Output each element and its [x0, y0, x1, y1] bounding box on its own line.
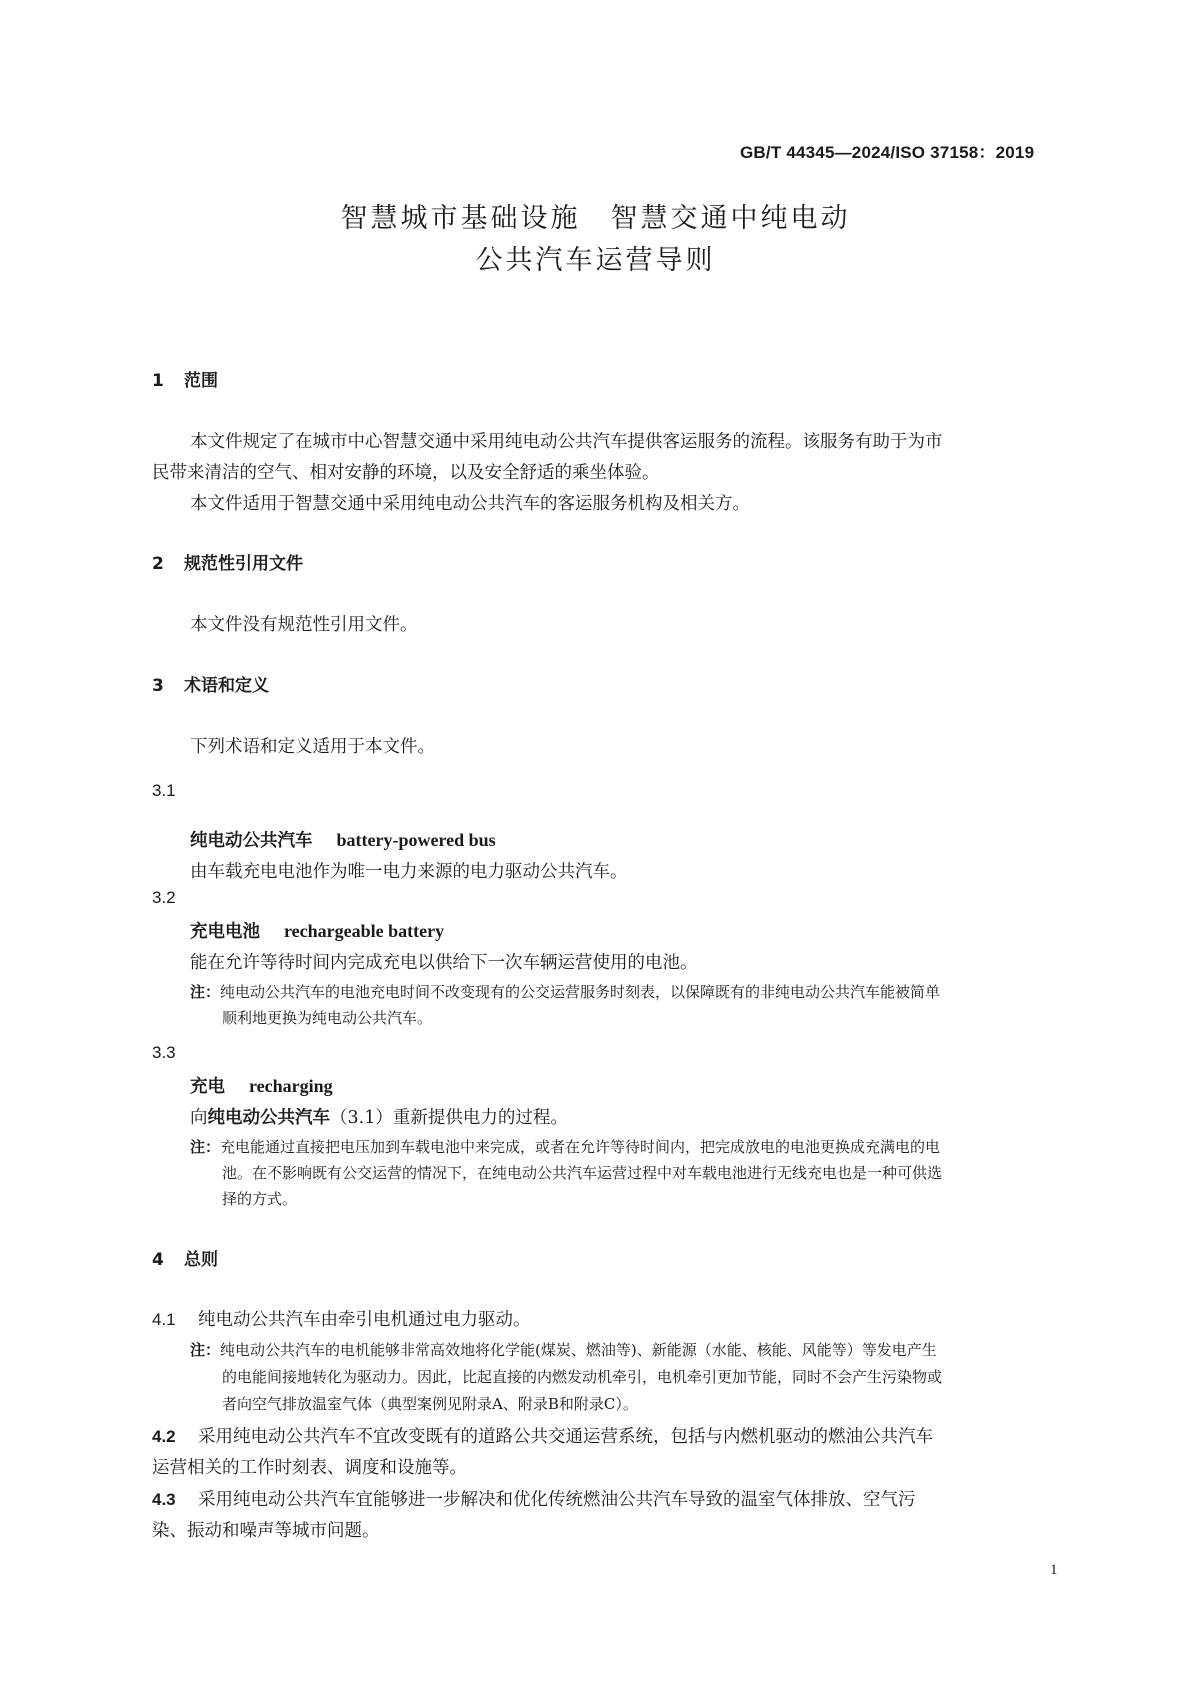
section-number: 4	[152, 1250, 164, 1270]
section-title: 术语和定义	[184, 676, 269, 696]
document-title-line-2: 公共汽车运营导则	[475, 245, 716, 276]
note	[190, 1339, 937, 1360]
paragraph: 民带来清洁的空气、相对安静的环境，以及安全舒适的乘坐体验。	[152, 463, 660, 483]
paragraph: 下列术语和定义适用于本文件。	[190, 737, 435, 757]
note-continuation: 的电能间接地转化为驱动力。因此，比起直接的内燃发动机牵引，电机牵引更加节能，同时不会产生污染物或	[222, 1368, 943, 1386]
term-reference: 纯电动公共汽车	[207, 1108, 330, 1128]
section-title: 总则	[184, 1250, 218, 1270]
section-3-heading	[152, 671, 269, 696]
clause-text: 采用纯电动公共汽车不宜改变既有的道路公共交通运营系统，包括与内燃机驱动的燃油公共汽车	[198, 1427, 933, 1447]
term-heading	[190, 827, 496, 852]
clause-continuation: 运营相关的工作时刻表、调度和设施等。	[152, 1458, 467, 1478]
clause-4-3	[152, 1486, 916, 1511]
section-title: 范围	[184, 371, 218, 391]
paragraph: 本文件规定了在城市中心智慧交通中采用纯电动公共汽车提供客运服务的流程。该服务有助于为市	[190, 432, 943, 452]
note-continuation: 池。在不影响既有公交运营的情况下，在纯电动公共汽车运营过程中对车载电池进行无线充电也是一种可供选	[222, 1164, 943, 1182]
note-text: 充电能通过直接把电压加到车载电池中来完成，或者在允许等待时间内，把完成放电的电池更换成充满电的电	[220, 1138, 941, 1156]
clause-text: 采用纯电动公共汽车宜能够进一步解决和优化传统燃油公共汽车导致的温室气体排放、空气污	[198, 1490, 916, 1510]
note-label: 注：	[190, 1138, 221, 1156]
page-number: 1	[1050, 1562, 1058, 1578]
paragraph: 本文件适用于智慧交通中采用纯电动公共汽车的客运服务机构及相关方。	[190, 494, 750, 514]
definition-prefix: 向	[190, 1108, 208, 1128]
clause-continuation: 染、振动和噪声等城市问题。	[152, 1521, 380, 1541]
term-heading	[190, 918, 444, 943]
section-4-heading	[152, 1245, 218, 1270]
term-number: 3.2	[152, 888, 176, 907]
note-label: 注：	[190, 1341, 221, 1359]
term-zh: 充电	[190, 1077, 225, 1097]
clause-text: 纯电动公共汽车由牵引电机通过电力驱动。	[198, 1310, 531, 1330]
note-continuation: 顺利地更换为纯电动公共汽车。	[222, 1009, 433, 1027]
term-definition: 能在允许等待时间内完成充电以供给下一次车辆运营使用的电池。	[190, 953, 698, 973]
standard-code: GB/T 44345—2024/ISO 37158：2019	[740, 143, 1035, 162]
term-zh: 充电电池	[190, 922, 260, 942]
term-number: 3.3	[152, 1043, 176, 1062]
note-text: 纯电动公共汽车的电机能够非常高效地将化学能(煤炭、燃油等)、新能源（水能、核能、风能等）等发电产生	[220, 1341, 937, 1359]
note	[190, 1136, 940, 1157]
section-number: 1	[152, 371, 164, 391]
section-2-heading	[152, 549, 303, 574]
term-heading	[190, 1073, 333, 1098]
clause-4-2	[152, 1423, 933, 1448]
section-number: 2	[152, 554, 164, 574]
term-en: battery-powered bus	[336, 830, 496, 850]
term-number: 3.1	[152, 781, 176, 800]
note	[190, 981, 940, 1002]
paragraph: 本文件没有规范性引用文件。	[190, 615, 418, 635]
note-continuation: 择的方式。	[222, 1190, 298, 1208]
section-title: 规范性引用文件	[184, 554, 303, 574]
term-en: rechargeable battery	[284, 921, 445, 941]
note-label: 注：	[190, 983, 221, 1001]
term-zh: 纯电动公共汽车	[190, 831, 313, 851]
term-en: recharging	[249, 1076, 333, 1096]
term-definition: 由车载充电电池作为唯一电力来源的电力驱动公共汽车。	[190, 862, 628, 882]
section-1-heading	[152, 366, 218, 391]
document-title-line-1: 智慧城市基础设施 智慧交通中纯电动	[340, 203, 851, 234]
clause-number: 4.2	[152, 1427, 176, 1446]
section-number: 3	[152, 676, 164, 696]
term-definition	[190, 1104, 568, 1129]
note-text: 纯电动公共汽车的电池充电时间不改变现有的公交运营服务时刻表，以保障既有的非纯电动公共汽车能被简单	[220, 983, 941, 1001]
definition-suffix: （3.1）重新提供电力的过程。	[330, 1108, 568, 1128]
clause-number: 4.1	[152, 1310, 176, 1329]
clause-number: 4.3	[152, 1490, 176, 1509]
clause-4-1	[152, 1306, 531, 1331]
note-continuation: 者向空气排放温室气体（典型案例见附录A、附录B和附录C）。	[222, 1395, 638, 1413]
